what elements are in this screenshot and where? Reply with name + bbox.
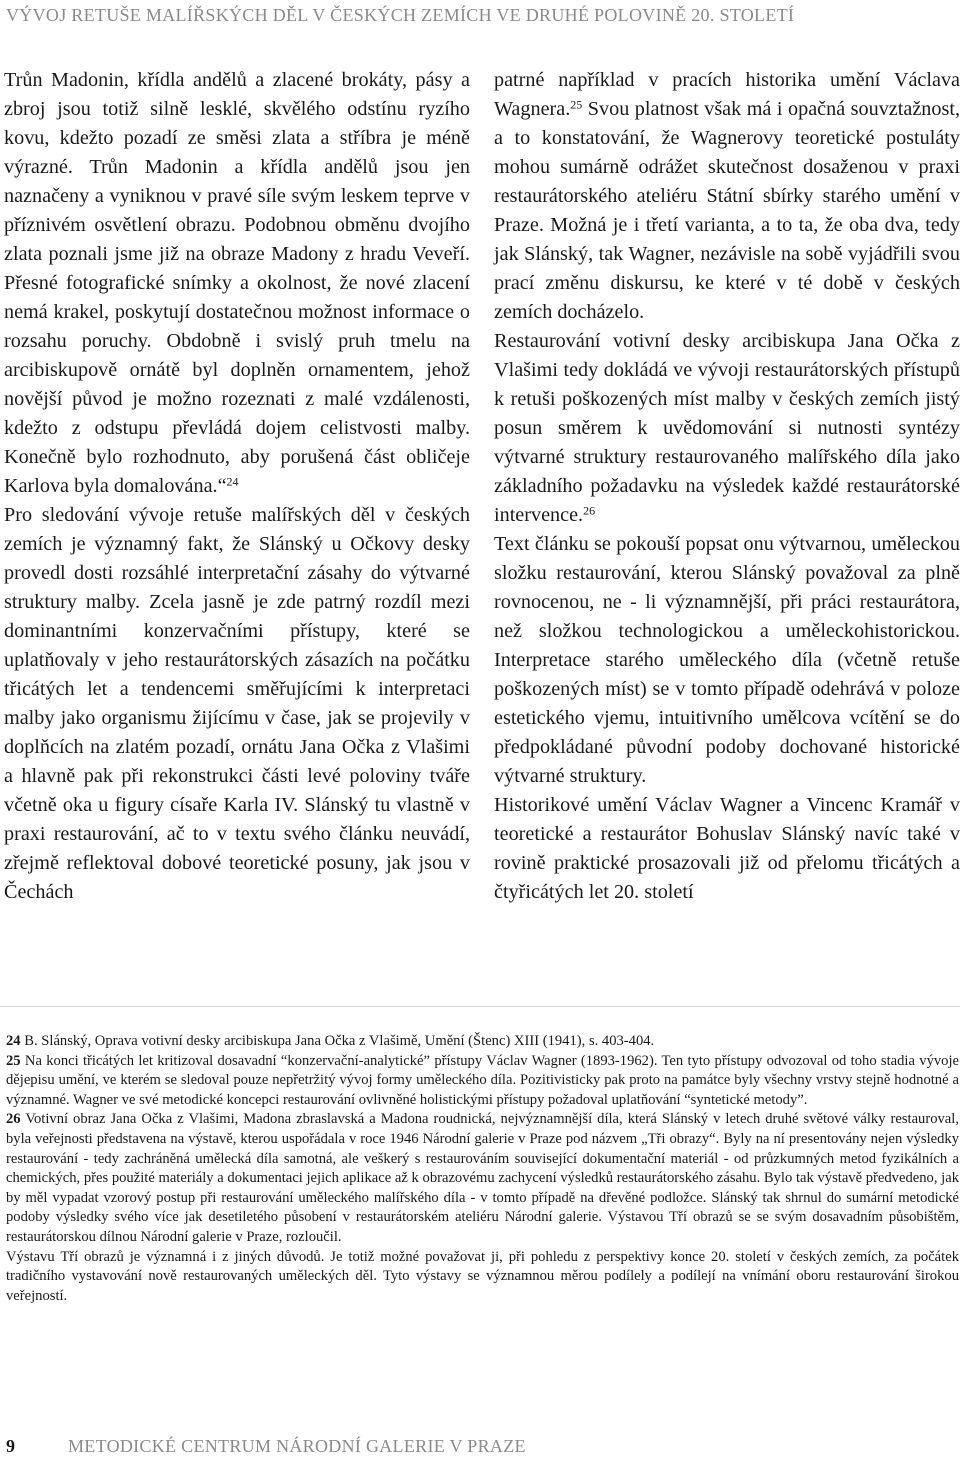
footnote-number: 26	[6, 1111, 21, 1128]
paragraph-text: Pro sledování vývoje retuše malířských děl v českých zemích je významný fakt, že Slánský u Očkovy desky provedl dosti rozsáhlé interpretační zásahy do výtvarné struktury malby. Zcela jasně je zde patrný rozdíl mezi dominantními konzervačními přístupy, které se uplatňovaly v jeho restaurátorských zásazích na počátku třicátých let a tendencemi směřujícími k interpretaci malby jako organismu žijícímu v čase, jak se projevily v doplňcích na zlatém pozadí, ornátu Jana Očka z Vlašimi a hlavně pak při rekonstrukci části levé poloviny tváře včetně oka u figury císaře Karla IV. Slánský tu vlastně v praxi restaurování, ač to v textu svého článku neuvádí, zřejmě reflektoval dobové teoretické posuny, jak jsou v Čechách	[4, 504, 470, 903]
page-footer	[0, 1432, 960, 1456]
footnote-ref-25[interactable]: 25	[570, 97, 583, 112]
footnote-text: B. Slánský, Oprava votivní desky arcibiskupa Jana Očka z Vlašimě, Umění (Štenc) XIII (1941), s. 403-404.	[20, 1033, 655, 1049]
footnote-25	[6, 1052, 959, 1111]
left-column	[4, 66, 470, 907]
footnote-number: 24	[6, 1033, 21, 1049]
body-paragraph	[494, 327, 960, 530]
paragraph-text: Text článku se pokouší popsat onu výtvarnou, uměleckou složku restaurování, kterou Slánský považoval za plně rovnocenou, ne - li významnější, při práci restaurátora, než složkou technologickou a uměleckohistorickou. Interpretace starého uměleckého díla (včetně retuše poškozených míst) se v tomto případě odehrává v poloze estetického vjemu, intuitivního umělcova vcítění se do předpokládané původní podoby dochované historické výtvarné struktury.	[494, 533, 960, 787]
footnote-24	[6, 1032, 959, 1052]
page-number: 9	[6, 1436, 15, 1456]
body-paragraph	[4, 66, 470, 501]
footnote-26-continued	[6, 1248, 959, 1307]
paragraph-text: Trůn Madonin, křídla andělů a zlacené brokáty, pásy a zbroj jsou totiž silně lesklé, skvělého odstínu ryzího kovu, kdežto pozadí ze směsi zlata a stříbra je méně výrazné. Trůn Madonin a křídla andělů jsou jen naznačeny a vyniknou v pravé síle svým leskem teprve v příznivém osvětlení obrazu. Podobnou obměnu dvojího zlata poznali jsme již na obraze Madony z hradu Veveří. Přesné fotografické snímky a okolnost, že nové zlacení nemá krakel, poskytují dostatečnou možnost informace o rozsahu poruchy. Obdobně i svislý pruh tmelu na arcibiskupově ornátě byl doplněn ornamentem, jehož novější původ je možno rozeznati z malé vzdálenosti, kdežto z odstupu převládá dojem celistvosti malby. Konečně bylo rozhodnuto, aby porušená část obličeje Karlova byla domalována.“	[4, 69, 470, 497]
footnote-number: 25	[6, 1052, 21, 1069]
footnotes	[6, 1032, 959, 1306]
footnote-text: Výstavu Tří obrazů je významná i z jiných důvodů. Je totiž možné považovat ji, při pohledu z perspektivy konce 20. století v českých zemích, za počátek tradičního vystavování nově restaurovaných uměleckých děl. Tyto výstavy se významnou měrou podílely a podílejí na vnímání oboru restaurování širokou veřejností.	[6, 1248, 959, 1304]
publisher-name: METODICKÉ CENTRUM NÁRODNÍ GALERIE V PRAZE	[68, 1436, 526, 1456]
footnote-separator	[0, 1006, 960, 1007]
footnote-26	[6, 1110, 959, 1247]
right-column	[494, 66, 960, 907]
body-text-columns	[4, 66, 960, 907]
paragraph-text-continued: Svou platnost však má i opačná souvztažnost, a to konstatování, že Wagnerovy teoretické postuláty mohou sumárně odrážet skutečnost dosaženou v praxi restaurátorského ateliéru Státní sbírky starého umění v Praze. Možná je i třetí varianta, a to ta, že oba dva, tedy jak Slánský, tak Wagner, nezávisle na sobě vyjádřili svou prací změnu diskursu, ke které v té době v českých zemích docházelo.	[494, 98, 960, 323]
paragraph-text: Historikové umění Václav Wagner a Vincenc Kramář v teoretické a restaurátor Bohuslav Slánský navíc také v rovině praktické prosazovali již od přelomu třicátých a čtyřicátých let 20. století	[494, 794, 960, 903]
footnote-text: Na konci třicátých let kritizoval dosavadní “konzervační-analytické” přístupy Václav Wagner (1893-1962). Ten tyto přístupy odvozoval od toho stadia vývoje dějepisu umění, ve kterém se sledoval pouze nepřetržitý vývoj formy uměleckého díla. Pozitivisticky pak proto na památce byly všechny vrstvy stejně hodnotné a významné. Wagner ve své metodické koncepci restaurování ovlivněné holistickými přístupy požadoval uplatňování “syntetické metody”.	[6, 1052, 959, 1108]
footnote-ref-24[interactable]: 24	[226, 474, 239, 489]
footnote-ref-26[interactable]: 26	[583, 503, 596, 518]
paragraph-text: patrné například v pracích historika umění Václava Wagnera.	[494, 69, 960, 120]
running-head-title: VÝVOJ RETUŠE MALÍŘSKÝCH DĚL V ČESKÝCH ZEMÍCH VE DRUHÉ POLOVINĚ 20. STOLETÍ	[6, 5, 795, 25]
body-paragraph	[4, 501, 470, 907]
body-paragraph	[494, 530, 960, 791]
footnote-text: Votivní obraz Jana Očka z Vlašimi, Madona zbraslavská a Madona roudnická, nejvýznamnější díla, která Slánský v letech druhé světové války restauroval, byla veřejnosti představena na výstavě, kterou uspořádala v roce 1946 Národní galerie v Praze pod názvem „Tři obrazy“. Byly na ní presentovány nejen výsledky restaurování - tedy zachráněná umělecká díla samotná, ale veškerý s restaurováním související dokumentační materiál - od průzkumných metod fyzikálních a chemických, přes použité materiály a dokumentaci jejich aplikace až k obrazovému zachycení výsledků restaurátorského zásahu. Bylo tak výstavě předvedeno, jak by měl vypadat vzorový postup při restaurování uměleckého malířského díla - v tomto případě na dřevěné podložce. Slánský tak shrnul do sumární metodické podoby výsledky svého více jak desetiletého působení v restaurátorském ateliéru Národní galerie. Výstavou Tří obrazů se se svým dosavadním působištěm, restaurátorskou dílnou Národní galerie v Praze, rozloučil.	[6, 1111, 959, 1245]
paragraph-text: Restaurování votivní desky arcibiskupa Jana Očka z Vlašimi tedy dokládá ve vývoji restaurátorských přístupů k retuši poškozených míst malby v českých zemích jistý posun směrem k uvědomování si nutnosti syntézy výtvarné struktury restaurovaného malířského díla jako základního požadavku na výsledek každé restaurátorské intervence.	[494, 330, 960, 526]
body-paragraph	[494, 791, 960, 907]
body-paragraph	[494, 66, 960, 327]
